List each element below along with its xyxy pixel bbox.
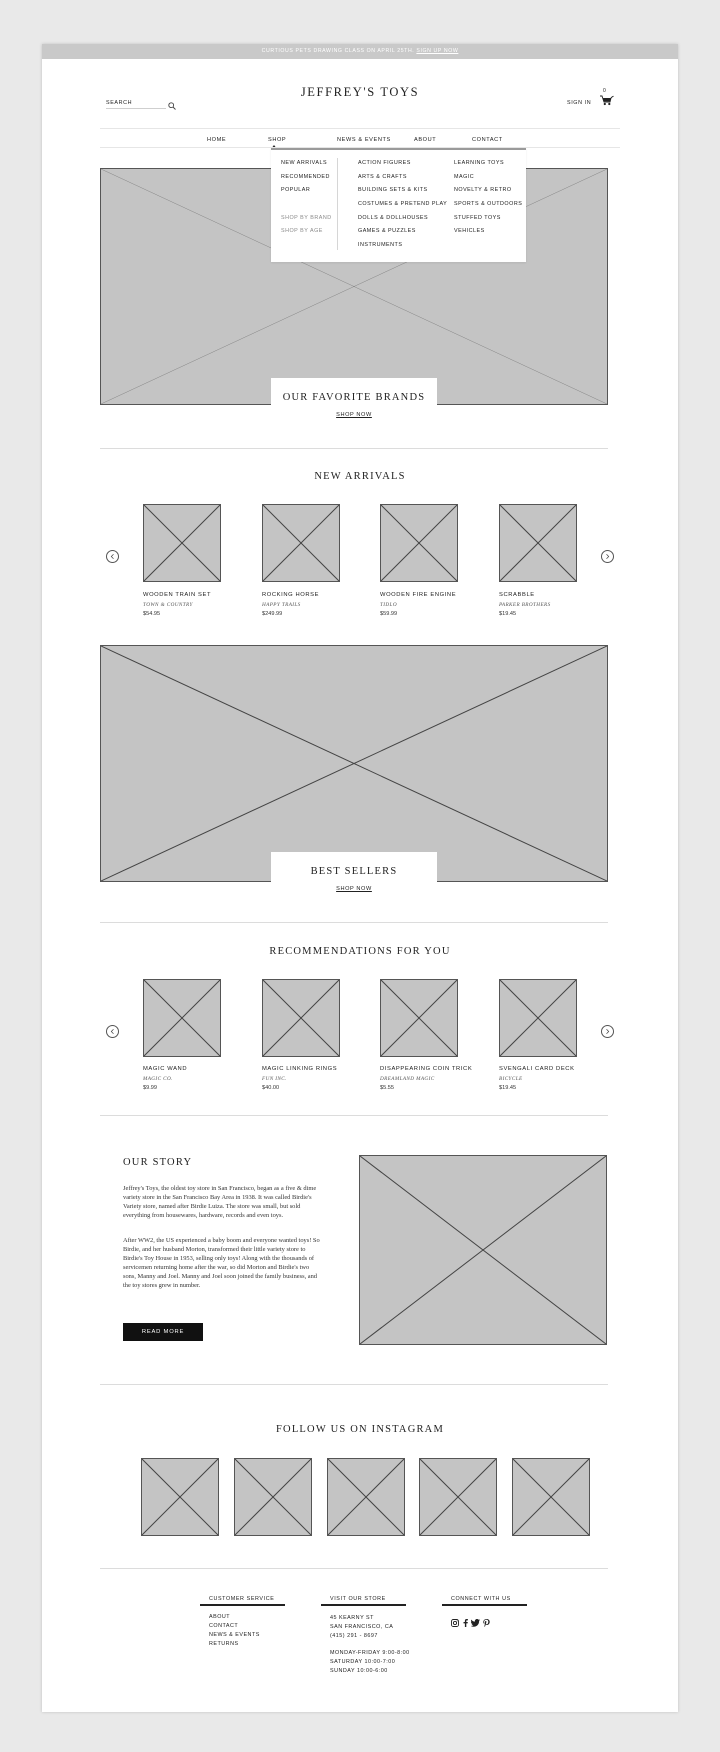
product-brand: DREAMLAND MAGIC	[380, 1076, 435, 1082]
footer-heading-bar	[321, 1604, 406, 1606]
product-brand: BICYCLE	[499, 1076, 523, 1082]
section-divider	[100, 448, 608, 449]
footer-link-returns[interactable]: RETURNS	[209, 1641, 239, 1647]
product-image[interactable]	[262, 504, 340, 582]
chevron-right-icon	[605, 554, 610, 559]
nav-home[interactable]: HOME	[207, 137, 227, 143]
best-sellers-image	[100, 645, 608, 882]
instagram-photo[interactable]	[419, 1458, 497, 1536]
product-brand: FUN INC.	[262, 1076, 287, 1082]
footer-hours-saturday: SATURDAY 10:00-7:00	[330, 1659, 396, 1665]
dropdown-shop-by-brand[interactable]: SHOP BY BRAND	[281, 215, 332, 221]
chevron-left-icon	[110, 554, 115, 559]
site-logo[interactable]: JEFFREY'S TOYS	[300, 85, 420, 99]
new-arrivals-title: NEW ARRIVALS	[314, 471, 406, 482]
footer-connect-heading: CONNECT WITH US	[451, 1596, 511, 1602]
footer-link-about[interactable]: ABOUT	[209, 1614, 231, 1620]
cart-button[interactable]	[600, 88, 614, 107]
product-image[interactable]	[143, 979, 221, 1057]
footer-visit-heading: VISIT OUR STORE	[330, 1596, 386, 1602]
dropdown-novelty-retro[interactable]: NOVELTY & RETRO	[454, 187, 512, 193]
nav-news-events[interactable]: NEWS & EVENTS	[337, 137, 391, 143]
section-divider	[100, 1115, 608, 1116]
product-price: $5.55	[380, 1085, 394, 1091]
footer-link-news-events[interactable]: NEWS & EVENTS	[209, 1632, 260, 1638]
product-name[interactable]: WOODEN FIRE ENGINE	[380, 592, 457, 598]
product-image[interactable]	[499, 504, 577, 582]
footer-heading-bar	[442, 1604, 527, 1606]
dropdown-sports-outdoors[interactable]: SPORTS & OUTDOORS	[454, 201, 523, 207]
product-brand: HAPPY TRAILS	[262, 602, 301, 608]
dropdown-arts-crafts[interactable]: ARTS & CRAFTS	[358, 174, 407, 180]
recommendations-title: RECOMMENDATIONS FOR YOU	[269, 946, 451, 957]
read-more-button[interactable]: READ MORE	[123, 1323, 203, 1341]
product-image[interactable]	[380, 979, 458, 1057]
product-price: $59.99	[380, 611, 398, 617]
hero-shop-now-link[interactable]: SHOP NOW	[336, 412, 372, 418]
dropdown-magic[interactable]: MAGIC	[454, 174, 475, 180]
new-arrivals-prev-button[interactable]	[106, 550, 119, 563]
instagram-photo[interactable]	[327, 1458, 405, 1536]
nav-shop[interactable]: SHOP	[268, 137, 287, 143]
new-arrivals-next-button[interactable]	[601, 550, 614, 563]
nav-contact[interactable]: CONTACT	[472, 137, 503, 143]
cart-icon	[600, 95, 614, 106]
best-sellers-shop-now-link[interactable]: SHOP NOW	[336, 886, 372, 892]
product-image[interactable]	[499, 979, 577, 1057]
product-brand: TOWN & COUNTRY	[143, 602, 193, 608]
dropdown-new-arrivals[interactable]: NEW ARRIVALS	[281, 160, 328, 166]
footer-customer-service-heading: CUSTOMER SERVICE	[209, 1596, 275, 1602]
page	[42, 44, 678, 1712]
dropdown-recommended[interactable]: RECOMMENDED	[281, 174, 330, 180]
story-paragraph-1: Jeffrey's Toys, the oldest toy store in San Francisco, began as a five & dime variety store in the San Francisco Bay Area in 1938. It was called Birdie's Variety store, named after Birdie Luiza. The store was small, but sold everything from housewares, hardware, records and even toys.	[123, 1185, 317, 1219]
dropdown-stuffed-toys[interactable]: STUFFED TOYS	[454, 215, 501, 221]
footer-hours-sunday: SUNDAY 10:00-6:00	[330, 1668, 388, 1674]
footer-heading-bar	[200, 1604, 285, 1606]
product-price: $19.45	[499, 611, 517, 617]
search-input[interactable]	[106, 108, 166, 109]
footer-hours-weekday: MONDAY-FRIDAY 9:00-8:00	[330, 1650, 410, 1656]
dropdown-learning-toys[interactable]: LEARNING TOYS	[454, 160, 505, 166]
promo-banner	[42, 44, 678, 59]
product-brand: TIDLO	[380, 602, 397, 608]
dropdown-dolls[interactable]: DOLLS & DOLLHOUSES	[358, 215, 429, 221]
dropdown-shop-by-age[interactable]: SHOP BY AGE	[281, 228, 323, 234]
promo-text: CURTIOUS PETS DRAWING CLASS ON APRIL 25TH.	[261, 48, 415, 54]
dropdown-action-figures[interactable]: ACTION FIGURES	[358, 160, 411, 166]
product-name[interactable]: SVENGALI CARD DECK	[499, 1066, 575, 1072]
section-divider	[100, 922, 608, 923]
nav-top-divider	[100, 128, 620, 129]
product-brand: PARKER BROTHERS	[499, 602, 551, 608]
section-divider	[100, 1568, 608, 1569]
chevron-left-icon	[110, 1029, 115, 1034]
product-name[interactable]: SCRABBLE	[499, 592, 535, 598]
footer-phone[interactable]: (415) 291 - 8697	[330, 1633, 378, 1639]
dropdown-vehicles[interactable]: VEHICLES	[454, 228, 485, 234]
instagram-title: FOLLOW US ON INSTAGRAM	[276, 1424, 444, 1435]
chevron-right-icon	[605, 1029, 610, 1034]
pinterest-icon[interactable]	[483, 1614, 490, 1622]
product-price: $54.95	[143, 611, 161, 617]
product-name[interactable]: ROCKING HORSE	[262, 592, 320, 598]
twitter-icon[interactable]	[471, 1614, 480, 1622]
best-sellers-title: BEST SELLERS	[310, 866, 398, 877]
hero-title: OUR FAVORITE BRANDS	[282, 392, 426, 403]
promo-signup-link[interactable]: SIGN UP NOW	[416, 48, 459, 54]
product-image[interactable]	[380, 504, 458, 582]
product-name[interactable]: DISAPPEARING COIN TRICK	[380, 1066, 473, 1072]
product-name[interactable]: WOODEN TRAIN SET	[143, 592, 212, 598]
cart-count: 0	[603, 88, 606, 94]
product-name[interactable]: MAGIC WAND	[143, 1066, 188, 1072]
product-name[interactable]: MAGIC LINKING RINGS	[262, 1066, 338, 1072]
best-sellers-caption	[271, 852, 437, 898]
instagram-photo[interactable]	[234, 1458, 312, 1536]
story-title: OUR STORY	[123, 1157, 193, 1168]
product-price: $249.99	[262, 611, 283, 617]
product-price: $9.99	[143, 1085, 157, 1091]
sign-in-link[interactable]: SIGN IN	[567, 100, 592, 106]
dropdown-instruments[interactable]: INSTRUMENTS	[358, 242, 403, 248]
instagram-photo[interactable]	[512, 1458, 590, 1536]
dropdown-costumes[interactable]: COSTUMES & PRETEND PLAY	[358, 201, 448, 207]
nav-about[interactable]: ABOUT	[414, 137, 437, 143]
product-brand: MAGIC CO.	[143, 1076, 173, 1082]
footer-link-contact[interactable]: CONTACT	[209, 1623, 239, 1629]
search-label: SEARCH	[106, 100, 133, 106]
recommendations-next-button[interactable]	[601, 1025, 614, 1038]
dropdown-games-puzzles[interactable]: GAMES & PUZZLES	[358, 228, 416, 234]
instagram-photo[interactable]	[141, 1458, 219, 1536]
footer-address-city: SAN FRANCISCO, CA	[330, 1624, 394, 1630]
instagram-icon[interactable]	[451, 1614, 459, 1622]
footer-address-street: 45 KEARNY ST	[330, 1615, 374, 1621]
product-price: $19.45	[499, 1085, 517, 1091]
facebook-icon[interactable]	[462, 1614, 469, 1622]
product-image[interactable]	[143, 504, 221, 582]
dropdown-building-sets[interactable]: BUILDING SETS & KITS	[358, 187, 428, 193]
dropdown-popular[interactable]: POPULAR	[281, 187, 311, 193]
product-price: $40.00	[262, 1085, 280, 1091]
dropdown-divider	[337, 158, 338, 250]
story-image	[359, 1155, 607, 1345]
recommendations-prev-button[interactable]	[106, 1025, 119, 1038]
hero-caption	[271, 378, 437, 424]
story-paragraph-2: After WW2, the US experienced a baby boom and everyone wanted toys! So Birdie, and her husband Morton, transformed their little variety store to Birdie's Toy House in 1953, selling only toys! Along with the thousands of servicemen returning home after the war, so did Morton and Birdie's two sons, Manny and Joel. Manny and Joel soon joined the family business, and the toy stores grew in number.	[123, 1237, 320, 1289]
product-image[interactable]	[262, 979, 340, 1057]
section-divider	[100, 1384, 608, 1385]
